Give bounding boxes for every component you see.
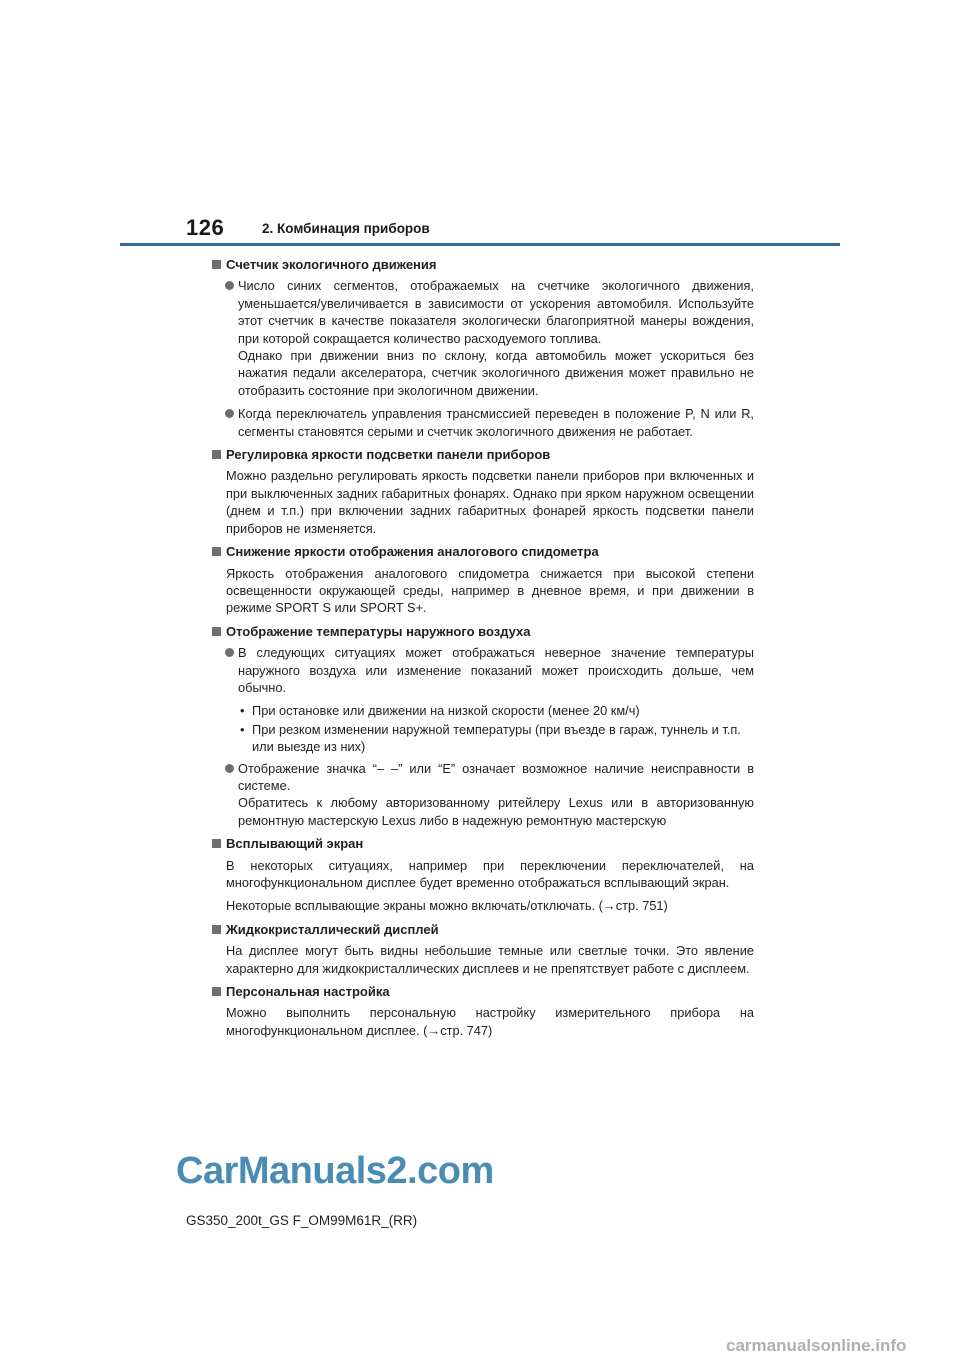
bullet-item bbox=[212, 405, 754, 440]
section-heading bbox=[212, 256, 754, 273]
section-heading bbox=[212, 446, 754, 463]
sub-list bbox=[212, 702, 754, 755]
round-bullet-icon bbox=[225, 648, 234, 657]
bottom-watermark[interactable]: carmanualsonline.info bbox=[726, 1336, 907, 1355]
square-bullet-icon bbox=[212, 627, 221, 636]
heading-text: Счетчик экологичного движения bbox=[226, 257, 437, 272]
page-number: 126 bbox=[186, 215, 225, 240]
header-rule bbox=[120, 243, 840, 246]
square-bullet-icon bbox=[212, 987, 221, 996]
bullet-text: Когда переключатель управления трансмиссией переведен в положение P, N или R, сегменты становятся серыми и счетчик экологичного движения не работает. bbox=[238, 406, 754, 439]
heading-text: Снижение яркости отображения аналогового спидометра bbox=[226, 544, 599, 560]
paragraph: В некоторых ситуациях, например при переключении переключателей, на многофункциональном дисплее будет временно отображаться всплывающий экран. bbox=[226, 857, 754, 890]
section-heading bbox=[212, 543, 754, 560]
square-bullet-icon bbox=[212, 839, 221, 848]
section-eco-meter bbox=[212, 256, 754, 440]
list-item-text: При резком изменении наружной температуры (при въезде в гараж, туннель и т.п. или выезде из них) bbox=[252, 721, 741, 755]
round-bullet-icon bbox=[225, 281, 234, 290]
list-item-text: При остановке или движении на низкой скорости (менее 20 км/ч) bbox=[252, 703, 640, 719]
section-heading bbox=[212, 921, 754, 938]
section-lcd bbox=[212, 921, 754, 977]
bullet-text: Однако при движении вниз по склону, когда автомобиль может ускориться без нажатия педали акселератора, счетчик экологичного движения может правильно не отобразить состояние при экологичном движении. bbox=[238, 348, 754, 398]
heading-text: Регулировка яркости подсветки панели приборов bbox=[226, 447, 551, 463]
section-heading bbox=[212, 623, 754, 640]
section-backlight bbox=[212, 446, 754, 537]
watermark-logo[interactable]: CarManuals2.com bbox=[176, 1150, 494, 1192]
paragraph: Яркость отображения аналогового спидометра снижается при высокой степени освещенности окружающей среды, например в дневное время, и при движении в режиме SPORT S или SPORT S+. bbox=[226, 565, 754, 616]
heading-text: Отображение температуры наружного воздуха bbox=[226, 623, 531, 639]
bullet-text: Обратитесь к любому авторизованному ритейлеру Lexus или в авторизованную ремонтную мастерскую Lexus либо в надежную ремонтную мастерскую bbox=[238, 795, 754, 828]
bullet-text: В следующих ситуациях может отображаться неверное значение температуры наружного воздуха или изменение показаний может происходить дольше, чем обычно. bbox=[238, 645, 754, 695]
section-outside-temp bbox=[212, 623, 754, 829]
round-bullet-icon bbox=[225, 409, 234, 418]
heading-text: Жидкокристаллический дисплей bbox=[226, 921, 439, 937]
square-bullet-icon bbox=[212, 547, 221, 556]
page-content bbox=[212, 252, 754, 1045]
list-marker: • bbox=[240, 703, 245, 719]
square-bullet-icon bbox=[212, 450, 221, 459]
bullet-text: Число синих сегментов, отображаемых на счетчике экологичного движения, уменьшается/увеличивается в зависимости от ускорения автомобиля. Используйте этот счетчик в качестве показателя экологически благоприятной манеры вождения, при которой сокращается количество расходуемого топлива. bbox=[238, 278, 754, 346]
heading-text: Персональная настройка bbox=[226, 984, 390, 1000]
list-item bbox=[238, 702, 754, 719]
section-heading bbox=[212, 983, 754, 1000]
section-heading bbox=[212, 835, 754, 852]
square-bullet-icon bbox=[212, 260, 221, 269]
section-personal-settings bbox=[212, 983, 754, 1039]
round-bullet-icon bbox=[225, 764, 234, 773]
square-bullet-icon bbox=[212, 925, 221, 934]
paragraph: Можно раздельно регулировать яркость подсветки панели приборов при включенных и при выключенных задних габаритных фонарях. Однако при ярком наружном освещении (днем и т.п.) при включении задних габаритных фонарей яркость подсветки панели приборов не изменяется. bbox=[226, 468, 754, 536]
paragraph: На дисплее могут быть видны небольшие темные или светлые точки. Это явление характерно для жидкокристаллических дисплеев и не препятствует работе с дисплеем. bbox=[226, 943, 754, 976]
paragraph: Можно выполнить персональную настройку измерительного прибора на многофункциональном дисплее. (→стр. 747) bbox=[226, 1005, 754, 1038]
chapter-title: 2. Комбинация приборов bbox=[262, 221, 430, 236]
section-popup bbox=[212, 835, 754, 915]
bullet-text: Отображение значка “– –” или “E” означает возможное наличие неисправности в системе. bbox=[238, 760, 754, 793]
bullet-item bbox=[212, 644, 754, 696]
paragraph: Некоторые всплывающие экраны можно включать/отключать. (→стр. 751) bbox=[226, 898, 668, 914]
list-item bbox=[238, 721, 754, 756]
heading-text: Всплывающий экран bbox=[226, 836, 364, 852]
document-code: GS350_200t_GS F_OM99M61R_(RR) bbox=[186, 1213, 418, 1228]
bullet-item bbox=[212, 760, 754, 830]
list-marker: • bbox=[240, 721, 245, 737]
section-speedometer bbox=[212, 543, 754, 617]
bullet-item bbox=[212, 277, 754, 399]
